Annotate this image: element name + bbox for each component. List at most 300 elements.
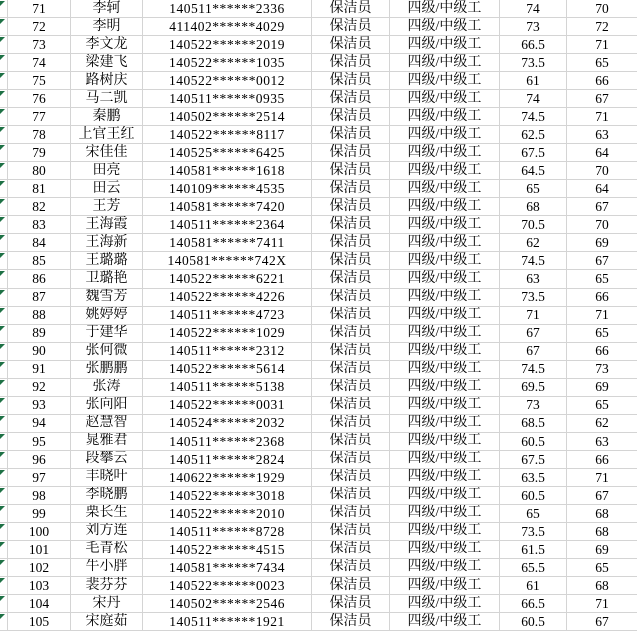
cell-row-number[interactable]: 104 [8, 595, 71, 612]
cell-id-masked[interactable]: 140511******2824 [143, 451, 312, 468]
cell-score1[interactable]: 67.5 [500, 144, 567, 161]
cell-id-masked[interactable]: 140511******2368 [143, 433, 312, 450]
cell-score1[interactable]: 61.5 [500, 541, 567, 558]
cell-level[interactable]: 四级/中级工 [390, 289, 500, 306]
cell-flag[interactable] [0, 144, 8, 161]
cell-name[interactable]: 张向阳 [71, 397, 143, 414]
cell-level[interactable]: 四级/中级工 [390, 451, 500, 468]
cell-id-masked[interactable]: 140522******1029 [143, 325, 312, 342]
cell-score1[interactable]: 71 [500, 307, 567, 324]
cell-score2[interactable]: 68 [595, 505, 609, 521]
cell-score2[interactable]: 65 [595, 54, 609, 70]
cell-name[interactable]: 路树庆 [71, 72, 143, 89]
cell-name[interactable]: 晁雅君 [71, 433, 143, 450]
cell-score2[interactable]: 62 [595, 415, 609, 431]
cell-flag[interactable] [0, 180, 8, 197]
cell-level[interactable]: 四级/中级工 [390, 433, 500, 450]
cell-id-masked[interactable]: 140522******0012 [143, 72, 312, 89]
cell-name[interactable]: 田亮 [71, 162, 143, 179]
table-row [0, 108, 637, 126]
cell-row-number[interactable]: 88 [8, 307, 71, 324]
cell-row-number[interactable]: 82 [8, 198, 71, 215]
cell-position[interactable]: 保洁员 [312, 54, 390, 71]
cell-name[interactable]: 于建华 [71, 325, 143, 342]
cell-name[interactable]: 王海新 [71, 234, 143, 251]
cell-position[interactable]: 保洁员 [312, 234, 390, 251]
cell-position[interactable]: 保洁员 [312, 541, 390, 558]
cell-score2[interactable]: 73 [595, 361, 609, 377]
cell-score2[interactable]: 70 [595, 163, 609, 179]
cell-score2[interactable]: 68 [595, 523, 609, 539]
cell-score1[interactable]: 67.5 [500, 451, 567, 468]
cell-level[interactable]: 四级/中级工 [390, 469, 500, 486]
table-row [0, 252, 637, 270]
cell-id-masked[interactable]: 140522******4515 [143, 541, 312, 558]
cell-score1[interactable]: 74.5 [500, 361, 567, 378]
cell-position[interactable]: 保洁员 [312, 613, 390, 630]
cell-flag[interactable] [0, 270, 8, 287]
table-row [0, 433, 637, 451]
cell-level[interactable]: 四级/中级工 [390, 90, 500, 107]
cell-id-masked[interactable]: 140511******4723 [143, 307, 312, 324]
cell-row-number[interactable]: 71 [8, 0, 71, 17]
cell-level[interactable]: 四级/中级工 [390, 415, 500, 432]
cell-position[interactable]: 保洁员 [312, 469, 390, 486]
cell-position[interactable]: 保洁员 [312, 90, 390, 107]
cell-level[interactable]: 四级/中级工 [390, 379, 500, 396]
cell-flag[interactable] [0, 90, 8, 107]
cell-flag[interactable] [0, 541, 8, 558]
cell-score1[interactable]: 66.5 [500, 595, 567, 612]
cell-name[interactable]: 马二凯 [71, 90, 143, 107]
cell-score1[interactable]: 65 [500, 505, 567, 522]
cell-id-masked[interactable]: 140525******6425 [143, 144, 312, 161]
cell-score1[interactable]: 68 [500, 198, 567, 215]
cell-flag[interactable] [0, 216, 8, 233]
cell-level[interactable]: 四级/中级工 [390, 361, 500, 378]
error-indicator-icon [0, 253, 5, 258]
cell-score2[interactable]: 69 [595, 541, 609, 557]
cell-score2[interactable]: 66 [595, 72, 609, 88]
cell-score2[interactable]: 69 [595, 379, 609, 395]
cell-score2[interactable]: 67 [595, 253, 609, 269]
cell-flag[interactable] [0, 559, 8, 576]
cell-name[interactable]: 刘方连 [71, 523, 143, 540]
cell-flag[interactable] [0, 577, 8, 594]
cell-score1[interactable]: 60.5 [500, 613, 567, 630]
cell-id-masked[interactable]: 140524******2032 [143, 415, 312, 432]
cell-score2[interactable]: 65 [595, 325, 609, 341]
cell-score1[interactable]: 62.5 [500, 126, 567, 143]
cell-row-number[interactable]: 98 [8, 487, 71, 504]
cell-name[interactable]: 赵慧智 [71, 415, 143, 432]
cell-level[interactable]: 四级/中级工 [390, 252, 500, 269]
cell-score1[interactable]: 67 [500, 325, 567, 342]
cell-level[interactable]: 四级/中级工 [390, 0, 500, 17]
cell-position[interactable]: 保洁员 [312, 144, 390, 161]
cell-row-number[interactable]: 80 [8, 162, 71, 179]
cell-row-number[interactable]: 105 [8, 613, 71, 630]
cell-level[interactable]: 四级/中级工 [390, 595, 500, 612]
cell-name[interactable]: 王海霞 [71, 216, 143, 233]
cell-id-masked[interactable]: 140522******2019 [143, 36, 312, 53]
cell-row-number[interactable]: 93 [8, 397, 71, 414]
cell-score1[interactable]: 60.5 [500, 433, 567, 450]
cell-name[interactable]: 宋佳佳 [71, 144, 143, 161]
cell-level[interactable]: 四级/中级工 [390, 144, 500, 161]
cell-level[interactable]: 四级/中级工 [390, 18, 500, 35]
cell-row-number[interactable]: 74 [8, 54, 71, 71]
cell-level[interactable]: 四级/中级工 [390, 307, 500, 324]
cell-score1[interactable]: 62 [500, 234, 567, 251]
cell-score1[interactable]: 66.5 [500, 36, 567, 53]
error-indicator-icon [0, 380, 5, 385]
cell-score2[interactable]: 65 [595, 559, 609, 575]
cell-score2[interactable]: 65 [595, 397, 609, 413]
cell-position[interactable]: 保洁员 [312, 72, 390, 89]
cell-score2[interactable]: 71 [595, 36, 609, 52]
cell-score2[interactable]: 67 [595, 487, 609, 503]
cell-row-number[interactable]: 84 [8, 234, 71, 251]
cell-flag[interactable] [0, 54, 8, 71]
error-indicator-icon [0, 55, 5, 60]
cell-id-masked[interactable]: 140511******5138 [143, 379, 312, 396]
cell-score1[interactable]: 61 [500, 72, 567, 89]
cell-score1[interactable]: 63.5 [500, 469, 567, 486]
cell-flag[interactable] [0, 595, 8, 612]
cell-row-number[interactable]: 81 [8, 180, 71, 197]
cell-level[interactable]: 四级/中级工 [390, 72, 500, 89]
cell-row-number[interactable]: 87 [8, 289, 71, 306]
cell-position[interactable]: 保洁员 [312, 577, 390, 594]
cell-row-number[interactable]: 75 [8, 72, 71, 89]
cell-id-masked[interactable]: 140581******7411 [143, 234, 312, 251]
cell-id-masked[interactable]: 140522******0031 [143, 397, 312, 414]
cell-score2[interactable]: 64 [595, 145, 609, 161]
cell-name[interactable]: 秦鹏 [71, 108, 143, 125]
cell-score1[interactable]: 60.5 [500, 487, 567, 504]
cell-row-number[interactable]: 101 [8, 541, 71, 558]
cell-flag[interactable] [0, 36, 8, 53]
cell-score1[interactable]: 74.5 [500, 252, 567, 269]
cell-flag[interactable] [0, 252, 8, 269]
cell-score1[interactable]: 64.5 [500, 162, 567, 179]
cell-flag[interactable] [0, 325, 8, 342]
cell-score1[interactable]: 69.5 [500, 379, 567, 396]
cell-id-masked[interactable]: 140511******1921 [143, 613, 312, 630]
cell-name[interactable]: 梁建飞 [71, 54, 143, 71]
cell-level[interactable]: 四级/中级工 [390, 325, 500, 342]
table-row [0, 595, 637, 613]
cell-score2[interactable]: 69 [595, 235, 609, 251]
error-indicator-icon [0, 542, 5, 547]
cell-row-number[interactable]: 77 [8, 108, 71, 125]
cell-id-masked[interactable]: 140581******1618 [143, 162, 312, 179]
cell-score2[interactable]: 66 [595, 343, 609, 359]
cell-level[interactable]: 四级/中级工 [390, 541, 500, 558]
error-indicator-icon [0, 181, 5, 186]
cell-position[interactable]: 保洁员 [312, 162, 390, 179]
cell-flag[interactable] [0, 415, 8, 432]
cell-flag[interactable] [0, 234, 8, 251]
cell-id-masked[interactable]: 140522******8117 [143, 126, 312, 143]
cell-level[interactable]: 四级/中级工 [390, 505, 500, 522]
cell-name[interactable]: 毛青松 [71, 541, 143, 558]
cell-name[interactable]: 上官王红 [71, 126, 143, 143]
cell-flag[interactable] [0, 343, 8, 360]
cell-name[interactable]: 宋庭茹 [71, 613, 143, 630]
cell-row-number[interactable]: 99 [8, 505, 71, 522]
cell-row-number[interactable]: 83 [8, 216, 71, 233]
cell-flag[interactable] [0, 361, 8, 378]
cell-id-masked[interactable]: 411402******4029 [143, 18, 312, 35]
table-row [0, 72, 637, 90]
cell-flag[interactable] [0, 433, 8, 450]
cell-flag[interactable] [0, 289, 8, 306]
cell-name[interactable]: 李明 [71, 18, 143, 35]
cell-row-number[interactable]: 89 [8, 325, 71, 342]
cell-row-number[interactable]: 73 [8, 36, 71, 53]
cell-row-number[interactable]: 72 [8, 18, 71, 35]
cell-id-masked[interactable]: 140511******8728 [143, 523, 312, 540]
cell-position[interactable]: 保洁员 [312, 487, 390, 504]
cell-row-number[interactable]: 102 [8, 559, 71, 576]
cell-name[interactable]: 宋丹 [71, 595, 143, 612]
error-indicator-icon [0, 1, 5, 6]
cell-flag[interactable] [0, 469, 8, 486]
cell-id-masked[interactable]: 140622******1929 [143, 469, 312, 486]
cell-name[interactable]: 张涛 [71, 379, 143, 396]
cell-id-masked[interactable]: 140522******1035 [143, 54, 312, 71]
cell-id-masked[interactable]: 140522******3018 [143, 487, 312, 504]
cell-score2[interactable]: 63 [595, 126, 609, 142]
cell-position[interactable]: 保洁员 [312, 18, 390, 35]
cell-flag[interactable] [0, 108, 8, 125]
table-row [0, 126, 637, 144]
error-indicator-icon [0, 73, 5, 78]
cell-name[interactable]: 裴芬芬 [71, 577, 143, 594]
cell-name[interactable]: 魏雪芳 [71, 289, 143, 306]
cell-position[interactable]: 保洁员 [312, 198, 390, 215]
cell-score2[interactable]: 64 [595, 181, 609, 197]
cell-score1[interactable]: 68.5 [500, 415, 567, 432]
cell-level[interactable]: 四级/中级工 [390, 613, 500, 630]
cell-score2[interactable]: 71 [595, 469, 609, 485]
cell-row-number[interactable]: 85 [8, 252, 71, 269]
cell-position[interactable]: 保洁员 [312, 216, 390, 233]
cell-position[interactable]: 保洁员 [312, 307, 390, 324]
cell-position[interactable]: 保洁员 [312, 126, 390, 143]
cell-name[interactable]: 王芳 [71, 198, 143, 215]
cell-position[interactable]: 保洁员 [312, 397, 390, 414]
cell-position[interactable]: 保洁员 [312, 379, 390, 396]
cell-score2[interactable]: 67 [595, 90, 609, 106]
cell-row-number[interactable]: 86 [8, 270, 71, 287]
cell-score1[interactable]: 70.5 [500, 216, 567, 233]
cell-row-number[interactable]: 96 [8, 451, 71, 468]
table-row [0, 577, 637, 595]
cell-position[interactable]: 保洁员 [312, 270, 390, 287]
cell-id-masked[interactable]: 140581******742X [143, 252, 312, 269]
cell-id-masked[interactable]: 140511******0935 [143, 90, 312, 107]
cell-id-masked[interactable]: 140522******2010 [143, 505, 312, 522]
cell-flag[interactable] [0, 451, 8, 468]
error-indicator-icon [0, 416, 5, 421]
cell-score2[interactable]: 70 [595, 217, 609, 233]
cell-score2[interactable]: 71 [595, 595, 609, 611]
cell-flag[interactable] [0, 162, 8, 179]
cell-position[interactable]: 保洁员 [312, 0, 390, 17]
cell-flag[interactable] [0, 198, 8, 215]
cell-position[interactable]: 保洁员 [312, 36, 390, 53]
error-indicator-icon [0, 506, 5, 511]
cell-name[interactable]: 李文龙 [71, 36, 143, 53]
cell-position[interactable]: 保洁员 [312, 523, 390, 540]
cell-position[interactable]: 保洁员 [312, 559, 390, 576]
cell-score1[interactable]: 63 [500, 270, 567, 287]
cell-score1[interactable]: 74 [500, 90, 567, 107]
cell-score1[interactable]: 67 [500, 343, 567, 360]
cell-id-masked[interactable]: 140511******2364 [143, 216, 312, 233]
table-row [0, 541, 637, 559]
cell-score2[interactable]: 63 [595, 433, 609, 449]
cell-row-number[interactable]: 94 [8, 415, 71, 432]
cell-name[interactable]: 张鹏鹏 [71, 361, 143, 378]
cell-position[interactable]: 保洁员 [312, 252, 390, 269]
cell-position[interactable]: 保洁员 [312, 415, 390, 432]
cell-level[interactable]: 四级/中级工 [390, 577, 500, 594]
cell-score1[interactable]: 61 [500, 577, 567, 594]
cell-score1[interactable]: 73 [500, 18, 567, 35]
cell-level[interactable]: 四级/中级工 [390, 559, 500, 576]
cell-id-masked[interactable]: 140522******4226 [143, 289, 312, 306]
cell-name[interactable]: 丰晓叶 [71, 469, 143, 486]
cell-score2[interactable]: 66 [595, 451, 609, 467]
cell-score1[interactable]: 73 [500, 397, 567, 414]
cell-name[interactable]: 栗长生 [71, 505, 143, 522]
cell-name[interactable]: 李轲 [71, 0, 143, 17]
cell-level[interactable]: 四级/中级工 [390, 126, 500, 143]
cell-row-number[interactable]: 92 [8, 379, 71, 396]
cell-level[interactable]: 四级/中级工 [390, 198, 500, 215]
cell-score1[interactable]: 65 [500, 180, 567, 197]
cell-score2[interactable]: 71 [595, 307, 609, 323]
cell-name[interactable]: 田云 [71, 180, 143, 197]
cell-flag[interactable] [0, 0, 8, 17]
cell-flag[interactable] [0, 307, 8, 324]
cell-score1[interactable]: 73.5 [500, 289, 567, 306]
cell-flag[interactable] [0, 126, 8, 143]
cell-id-masked[interactable]: 140522******5614 [143, 361, 312, 378]
cell-position[interactable]: 保洁员 [312, 325, 390, 342]
cell-position[interactable]: 保洁员 [312, 108, 390, 125]
cell-position[interactable]: 保洁员 [312, 505, 390, 522]
cell-score1[interactable]: 74.5 [500, 108, 567, 125]
cell-flag[interactable] [0, 523, 8, 540]
cell-score2[interactable]: 70 [595, 0, 609, 16]
cell-position[interactable]: 保洁员 [312, 595, 390, 612]
cell-name[interactable]: 李晓鹏 [71, 487, 143, 504]
cell-flag[interactable] [0, 505, 8, 522]
cell-row-number[interactable]: 97 [8, 469, 71, 486]
cell-score2[interactable]: 67 [595, 613, 609, 629]
cell-id-masked[interactable]: 140109******4535 [143, 180, 312, 197]
table-row [0, 144, 637, 162]
cell-score2[interactable]: 68 [595, 577, 609, 593]
cell-flag[interactable] [0, 379, 8, 396]
cell-name[interactable]: 王璐璐 [71, 252, 143, 269]
cell-id-masked[interactable]: 140511******2336 [143, 0, 312, 17]
cell-level[interactable]: 四级/中级工 [390, 234, 500, 251]
cell-row-number[interactable]: 95 [8, 433, 71, 450]
table-row [0, 451, 637, 469]
cell-level[interactable]: 四级/中级工 [390, 36, 500, 53]
cell-flag[interactable] [0, 487, 8, 504]
cell-flag[interactable] [0, 18, 8, 35]
cell-level[interactable]: 四级/中级工 [390, 162, 500, 179]
cell-score1[interactable]: 73.5 [500, 523, 567, 540]
cell-position[interactable]: 保洁员 [312, 289, 390, 306]
cell-row-number[interactable]: 91 [8, 361, 71, 378]
cell-name[interactable]: 张何微 [71, 343, 143, 360]
cell-score1[interactable]: 74 [500, 0, 567, 17]
cell-position[interactable]: 保洁员 [312, 180, 390, 197]
cell-name[interactable]: 段攀云 [71, 451, 143, 468]
cell-id-masked[interactable]: 140522******0023 [143, 577, 312, 594]
cell-position[interactable]: 保洁员 [312, 433, 390, 450]
cell-level[interactable]: 四级/中级工 [390, 343, 500, 360]
cell-row-number[interactable]: 103 [8, 577, 71, 594]
cell-row-number[interactable]: 79 [8, 144, 71, 161]
cell-score1[interactable]: 73.5 [500, 54, 567, 71]
cell-score2[interactable]: 65 [595, 271, 609, 287]
cell-position[interactable]: 保洁员 [312, 343, 390, 360]
cell-id-masked[interactable]: 140502******2514 [143, 108, 312, 125]
cell-score2[interactable]: 72 [595, 18, 609, 34]
cell-score2[interactable]: 66 [595, 289, 609, 305]
cell-level[interactable]: 四级/中级工 [390, 108, 500, 125]
cell-id-masked[interactable]: 140581******7434 [143, 559, 312, 576]
cell-row-number[interactable]: 76 [8, 90, 71, 107]
cell-level[interactable]: 四级/中级工 [390, 523, 500, 540]
cell-position[interactable]: 保洁员 [312, 361, 390, 378]
cell-id-masked[interactable]: 140522******6221 [143, 270, 312, 287]
cell-name[interactable]: 卫璐艳 [71, 270, 143, 287]
cell-row-number[interactable]: 90 [8, 343, 71, 360]
cell-level[interactable]: 四级/中级工 [390, 216, 500, 233]
cell-score2[interactable]: 67 [595, 199, 609, 215]
cell-name[interactable]: 姚婷婷 [71, 307, 143, 324]
cell-position[interactable]: 保洁员 [312, 451, 390, 468]
cell-flag[interactable] [0, 613, 8, 630]
cell-flag[interactable] [0, 72, 8, 89]
cell-level[interactable]: 四级/中级工 [390, 487, 500, 504]
cell-score2[interactable]: 71 [595, 108, 609, 124]
cell-id-masked[interactable]: 140581******7420 [143, 198, 312, 215]
cell-id-masked[interactable]: 140502******2546 [143, 595, 312, 612]
cell-name[interactable]: 牛小胖 [71, 559, 143, 576]
cell-level[interactable]: 四级/中级工 [390, 397, 500, 414]
cell-level[interactable]: 四级/中级工 [390, 270, 500, 287]
cell-level[interactable]: 四级/中级工 [390, 180, 500, 197]
cell-row-number[interactable]: 78 [8, 126, 71, 143]
cell-flag[interactable] [0, 397, 8, 414]
table-row [0, 523, 637, 541]
cell-score1[interactable]: 65.5 [500, 559, 567, 576]
cell-row-number[interactable]: 100 [8, 523, 71, 540]
cell-level[interactable]: 四级/中级工 [390, 54, 500, 71]
cell-id-masked[interactable]: 140511******2312 [143, 343, 312, 360]
